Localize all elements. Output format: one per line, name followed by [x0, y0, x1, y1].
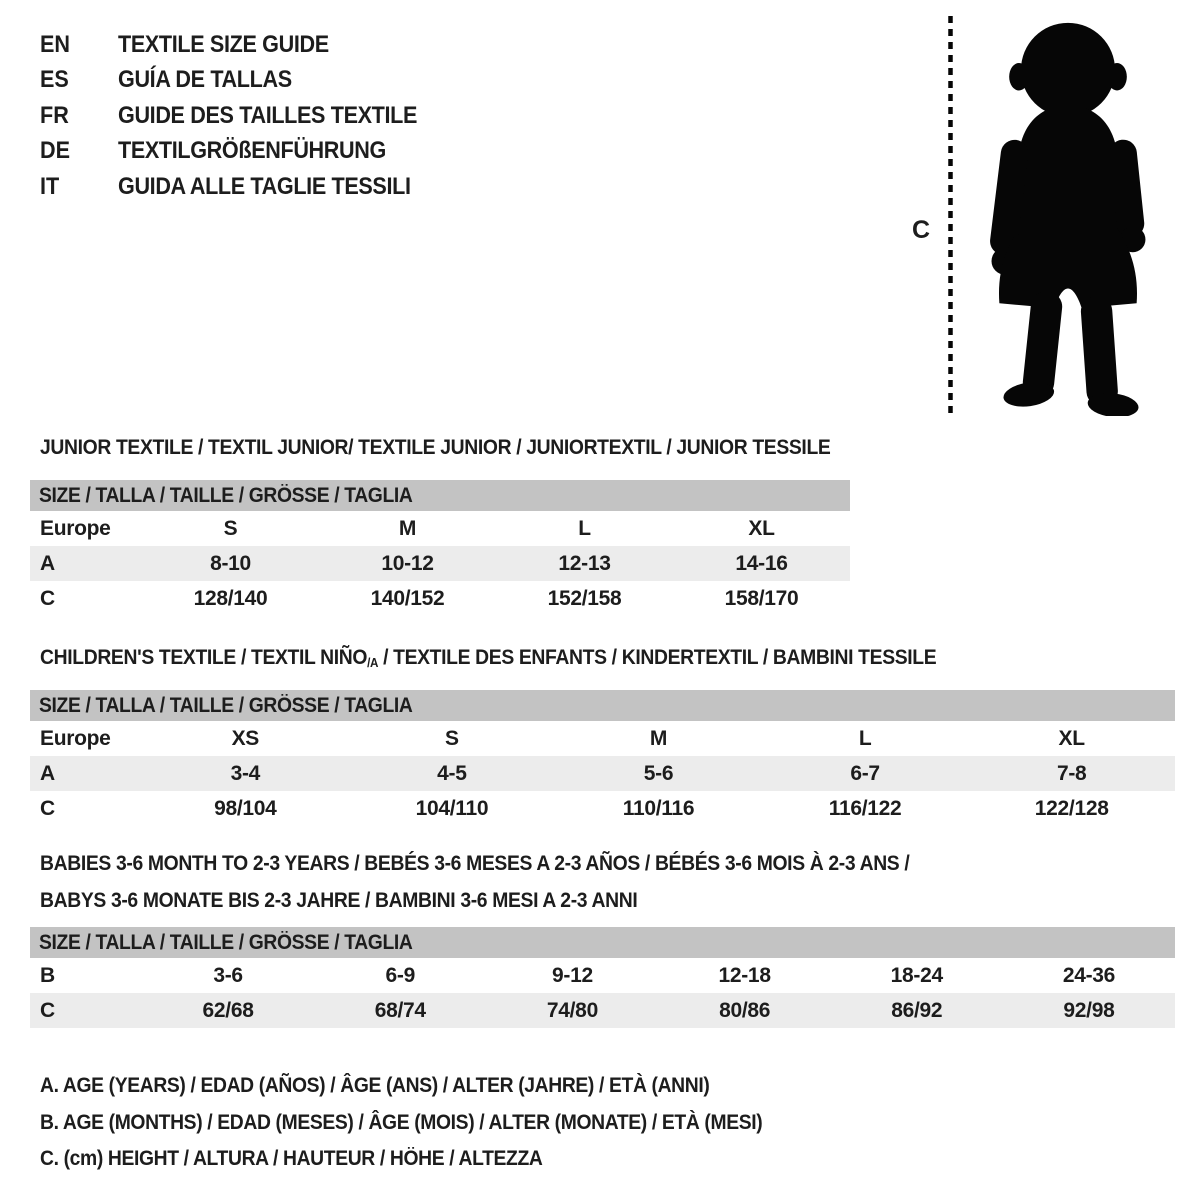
row-label: A [40, 761, 55, 785]
row-label: C [40, 796, 55, 820]
table-row-age-years [30, 546, 850, 581]
age-value: 10-12 [381, 551, 434, 575]
height-value: 92/98 [1063, 998, 1115, 1022]
height-measure-dashed-line [946, 16, 955, 414]
language-list [40, 27, 450, 205]
baby-figure-area [900, 0, 1200, 440]
age-value: 3-4 [230, 761, 261, 785]
age-months-value: 9-12 [552, 963, 593, 987]
size-value: XL [748, 516, 775, 540]
age-months-value: 3-6 [213, 963, 243, 987]
children-section-title [40, 645, 936, 670]
language-title: TEXTILE SIZE GUIDE [118, 30, 329, 58]
age-months-value: 12-18 [718, 963, 771, 987]
table-row-age-months [30, 958, 1175, 993]
height-value: 152/158 [547, 586, 622, 610]
age-value: 5-6 [643, 761, 674, 785]
age-value: 12-13 [558, 551, 611, 575]
height-value: 116/122 [828, 796, 902, 820]
size-value: L [578, 516, 591, 540]
measure-label-c: C [912, 216, 931, 244]
legend-line-c: C. (cm) HEIGHT / ALTURA / HAUTEUR / HÖHE / ALTEZZA [40, 1147, 543, 1171]
baby-silhouette [966, 14, 1170, 416]
row-label: B [40, 963, 55, 987]
legend-line-a: A. AGE (YEARS) / EDAD (AÑOS) / ÂGE (ANS) / ALTER (JAHRE) / ETÀ (ANNI) [40, 1074, 710, 1098]
row-label: A [40, 551, 55, 575]
language-title: TEXTILGRÖßENFÜHRUNG [118, 137, 386, 165]
language-code: ES [40, 66, 69, 94]
table-row-height-cm [30, 581, 850, 616]
height-value: 158/170 [724, 586, 799, 610]
size-value: L [858, 726, 872, 750]
language-code: DE [40, 137, 71, 165]
babies-size-table [30, 927, 1175, 1028]
age-months-value: 18-24 [890, 963, 943, 987]
table-row-height-cm [30, 993, 1175, 1028]
height-value: 128/140 [193, 586, 268, 610]
size-header-text: SIZE / TALLA / TAILLE / GRÖSSE / TAGLIA [39, 930, 413, 954]
children-size-table [30, 690, 1175, 826]
language-title: GUIDA ALLE TAGLIE TESSILI [118, 172, 411, 200]
language-title: GUÍA DE TALLAS [118, 66, 292, 94]
height-value: 110/116 [622, 796, 695, 820]
children-title-pre: CHILDREN'S TEXTILE / TEXTIL NIÑO [40, 645, 368, 669]
height-value: 140/152 [370, 586, 445, 610]
age-value: 7-8 [1056, 761, 1087, 785]
junior-size-table [30, 480, 850, 616]
size-header-text: SIZE / TALLA / TAILLE / GRÖSSE / TAGLIA [39, 693, 413, 717]
row-label: Europe [40, 516, 111, 540]
language-row-de [40, 134, 450, 170]
size-header-bar [30, 690, 1175, 721]
language-row-fr [40, 98, 450, 134]
table-row-europe [30, 721, 1175, 756]
height-value: 74/80 [546, 998, 598, 1022]
size-header-bar [30, 927, 1175, 958]
table-row-age-years [30, 756, 1175, 791]
height-value: 104/110 [415, 796, 489, 820]
height-value: 68/74 [374, 998, 426, 1022]
children-title-post: / TEXTILE DES ENFANTS / KINDERTEXTIL / BAMBINI TESSILE [378, 645, 937, 669]
language-title: GUIDE DES TAILLES TEXTILE [118, 101, 418, 129]
height-value: 86/92 [891, 998, 943, 1022]
age-value: 4-5 [437, 761, 467, 785]
size-value: M [649, 726, 668, 750]
height-value: 122/128 [1034, 796, 1109, 820]
age-value: 6-7 [850, 761, 880, 785]
language-code: IT [40, 172, 60, 200]
height-value: 62/68 [202, 998, 254, 1022]
babies-title-line-2: BABYS 3-6 MONATE BIS 2-3 JAHRE / BAMBINI 3-6 MESI A 2-3 ANNI [40, 888, 638, 912]
table-row-height-cm [30, 791, 1175, 826]
language-row-it [40, 169, 450, 205]
row-label: C [40, 998, 55, 1022]
size-value: S [223, 516, 238, 540]
babies-title-line-1: BABIES 3-6 MONTH TO 2-3 YEARS / BEBÉS 3-6 MESES A 2-3 AÑOS / BÉBÉS 3-6 MOIS À 2-3 ANS / [40, 851, 910, 875]
age-value: 14-16 [735, 551, 788, 575]
size-header-text: SIZE / TALLA / TAILLE / GRÖSSE / TAGLIA [39, 483, 413, 507]
table-row-europe [30, 511, 850, 546]
language-code: EN [40, 30, 71, 58]
babies-section-title [40, 845, 909, 919]
measurement-legend [40, 1068, 825, 1178]
children-title-sub: /A [367, 655, 379, 670]
height-value: 80/86 [719, 998, 771, 1022]
language-row-es [40, 63, 450, 99]
language-code: FR [40, 101, 69, 129]
language-row-en [40, 27, 450, 63]
size-value: M [398, 516, 417, 540]
row-label: Europe [40, 726, 111, 750]
legend-line-b: B. AGE (MONTHS) / EDAD (MESES) / ÂGE (MOIS) / ALTER (MONATE) / ETÀ (MESI) [40, 1110, 763, 1134]
age-value: 8-10 [210, 551, 251, 575]
size-value: XS [231, 726, 259, 750]
size-value: XL [1058, 726, 1085, 750]
junior-section-title: JUNIOR TEXTILE / TEXTIL JUNIOR/ TEXTILE JUNIOR / JUNIORTEXTIL / JUNIOR TESSILE [40, 435, 831, 459]
age-months-value: 6-9 [385, 963, 415, 987]
size-value: S [445, 726, 459, 750]
row-label: C [40, 586, 55, 610]
size-header-bar [30, 480, 850, 511]
age-months-value: 24-36 [1062, 963, 1116, 987]
height-value: 98/104 [214, 796, 277, 820]
